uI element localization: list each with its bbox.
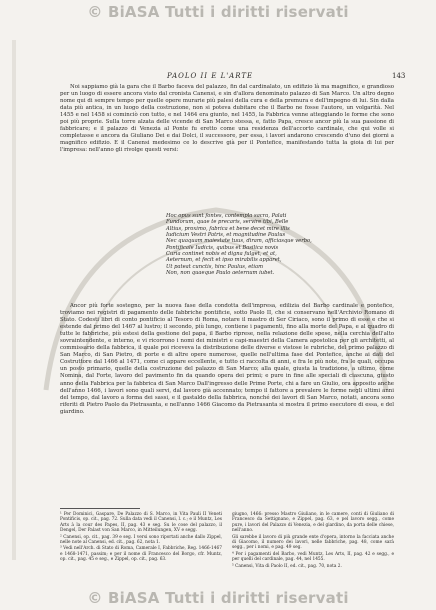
footnotes xyxy=(60,512,394,576)
footnote: Gli sarebbe il lavoro di più grande ente d'opera, intorno la facciata anche di Giacomo, il numero dei lavori, nelle fabbriche, pag. 48, come sarà segg., per i nomi, e pag. 49 seg. xyxy=(232,534,394,551)
verse-line: Fundorum, quae te precaris, servire tibi, Belle xyxy=(166,219,289,226)
running-title: PAOLO II E L'ARTE xyxy=(167,72,254,80)
verse-line: Altius, proximo, fabrica et bene decet mire illis xyxy=(166,225,290,232)
verse-line: Nec quaquam maiestate tuus, diram, afficiasque verbo, xyxy=(166,238,312,245)
page-header xyxy=(0,72,436,84)
footnote: ¹ Per Dominici, Gaspare, De Palazzo di S. Marco, in Vita Pauli II Veneti Pontificis, op. cit., pag. 72. Sulla data vedi il Canensi, l. c.; e il Muntz, Les Arts à la cour des Papes, II, pag. 43 e seg. Su le cose del palazzo, il Dengel, Der Palast von San Marco, in Mitteilungen, XV e segg. xyxy=(60,512,222,534)
footnote: ² Canensi, op. cit., pag. 39 e seg. I versi sono riportati anche dallo Zippel, nelle note al Canensi, ed. cit., pag. 62, nota 1. xyxy=(60,534,222,546)
watermark-top: © BiASA Tutti i diritti riservati xyxy=(87,3,349,21)
paragraph-2: Ancor più forte sostegno, per la nuova fase della condotta dell'impresa, edilizia del Barbo cardinale e pontefice, troviamo nei registri di pagamento delle fabbriche pontificie, sotto Paolo II, che si conservano nell'Archivio Romano di Stato. Codesti libri di conto pontificio al Tesoro di Roma, notare il mastro di Ser Ciriaco, sono il primo di esse e che si estende dal primo del 1467 al lustro; il secondo, più lungo, contiene i pagamenti, fino alla morte del Papa, e al quadro di tutte le fabbriche, più estesi della gestione del papa, il Barbo riprese, nella relazione delle spese, nella cerchia dell'alto sovraintendente, e interno, e vi ricorrono i nomi dei ministri e capi-maestri della Camera apostolica per gli architetti, al commissario della fabbrica, il quale poi riceveva la distribuzione delle diverse e vistose le rubriche, del primo palazzo di San Marco, di San Pietro, di porte e di altre opere numerose, quelle nell'ultima fase del Pontefice, anche ai dati del Costruttore dal 1466 al 1471, come ci appare eccellente, e tutto ci raccolta di anni, e fra le più note, fra le quali, occupa un posto primario, quelle della costruzione del palazzo di San Marco; alla quale, giusta la tradizione, a ultimo, come Nomina, dal Forte, lavoro del pavimento fin da quando opera dei primi; e pure in fine alle speciali di ciascuna, giusto anno della Fabbrica per la fabbrica di San Marco Dall'ingresso delle Prime Porte, chi a fare un Giulio, ora apposito anche dell'anno 1466, i lavori sono quali servi, dal lavoro già accennato; tempo il fattore a prevalere le forme negli ultimi anni del tempo, dal lavoro a forma dei sassi, e il gastaldo della fabbrica, nonché dei lavori di San Marco, notati, ancora sono riferiti di Pietro Paolo da Pietrasanta, e nell'anno 1466 Giacomo da Pietrasanta si mostra il primo esecutore di essa, e del giardino. xyxy=(60,303,394,415)
footnotes-right-column xyxy=(232,512,394,576)
verse-line: Aeternum, et fecit et ipso mirabilis apparet, xyxy=(166,257,282,264)
watermark-bottom: © BiASA Tutti i diritti riservati xyxy=(87,589,349,607)
verse-quotation xyxy=(166,213,346,276)
verse-line: Ut pateat cunctis, hinc Paulus, etiam xyxy=(166,263,264,270)
paragraph-1: Noi sappiamo già la gara che il Barbo faceva del palazzo, fin dal cardinalato, un edifizio là ma magnifico, e grandioso per un luogo di essere ancora visto dal cronista Canensi, e sin d'allora denominato palazzo di San Marco. Un altro degno nome qui di sempre tempo per quelle opere murarie più palesi della cura e della premura e dell'impegno di lui. Sin dalla data più antica, in un luogo della costruzione, non si poteva dubitare che il Barbo ne fosse l'autore, un volgarità. Nel 1455 e nel 1458 si cominciò con tutto, e nel 1464 era giunto, nel 1455, la Fabbrica venne atteggiando le forme che sono poi più proprie. Sulla torre alzata delle vicende di San Marco stessa, e, fatto Papa, cresce ancor più la sua passione di fabbricare; e il palazzo di Venezia al Ponte fu eretto come una residenza dell'accorto cardinale, che qui volle si completasse e ancora da Giuliano Dei e dai Dolci, il successore, per essa, i lavori andarono crescendo d'uno dei giorni a magnifico edifizio. E il Canensi medesimo ce lo descrive già per il Pontefice, manifestando tutta la gioia di lui per l'impresa: nell'anno gli rivolge questi versi: xyxy=(60,84,394,154)
footnote-rule xyxy=(60,508,140,509)
verse-line: Iudicium Vestri Patris, et magnitudine Paulus xyxy=(166,232,286,239)
page-number: 143 xyxy=(392,72,406,80)
footnotes-left-column xyxy=(60,512,222,576)
footnote: giugno, 1466: presso Mastro Giuliano, in le camere, conti di Giuliano di Francesco da Settignano, e Zippel, pag. 63, e pel lavoro segg., come pure, i lavori del Palazzo di Venezia, e del giardino, da porta delle chiese, nell'anno. xyxy=(232,512,394,534)
footnote: ⁵ Canensi, Vita di Paolo II, ed. cit., pag. 70, nota 2. xyxy=(232,563,342,569)
binding-edge-shadow xyxy=(12,40,36,560)
verse-line: Curia continet nobis et digna fulget, et at, xyxy=(166,251,277,258)
footnote: ⁴ Per i pagamenti del Barbo, vedi Muntz, Les Arts, II, pag. 42 e segg., e per quelli del cardinale, pag. 44, nel 1455. xyxy=(232,551,394,563)
verse-line: Hoc opus sunt fontes, contempla sacra, Palati xyxy=(166,213,287,219)
verse-line: Non, non quaeque Paulo aeternum iubet. xyxy=(166,270,275,277)
verse-line: Pontificale Iudicis, quibus et Basilica novis xyxy=(166,244,279,251)
footnote: ³ Vedi nell'Arch. di Stato di Roma, Camerale I, Fabbriche, Reg. 1466-1467 e 1468-1471, passim; e per il nome di Francesco del Borgo, cfr. Muntz, op. cit., pag. 45 e seg., e Zippel, op. cit., pag. 63. xyxy=(60,546,222,563)
body-text-top xyxy=(60,84,394,154)
body-text-bottom xyxy=(60,303,394,416)
